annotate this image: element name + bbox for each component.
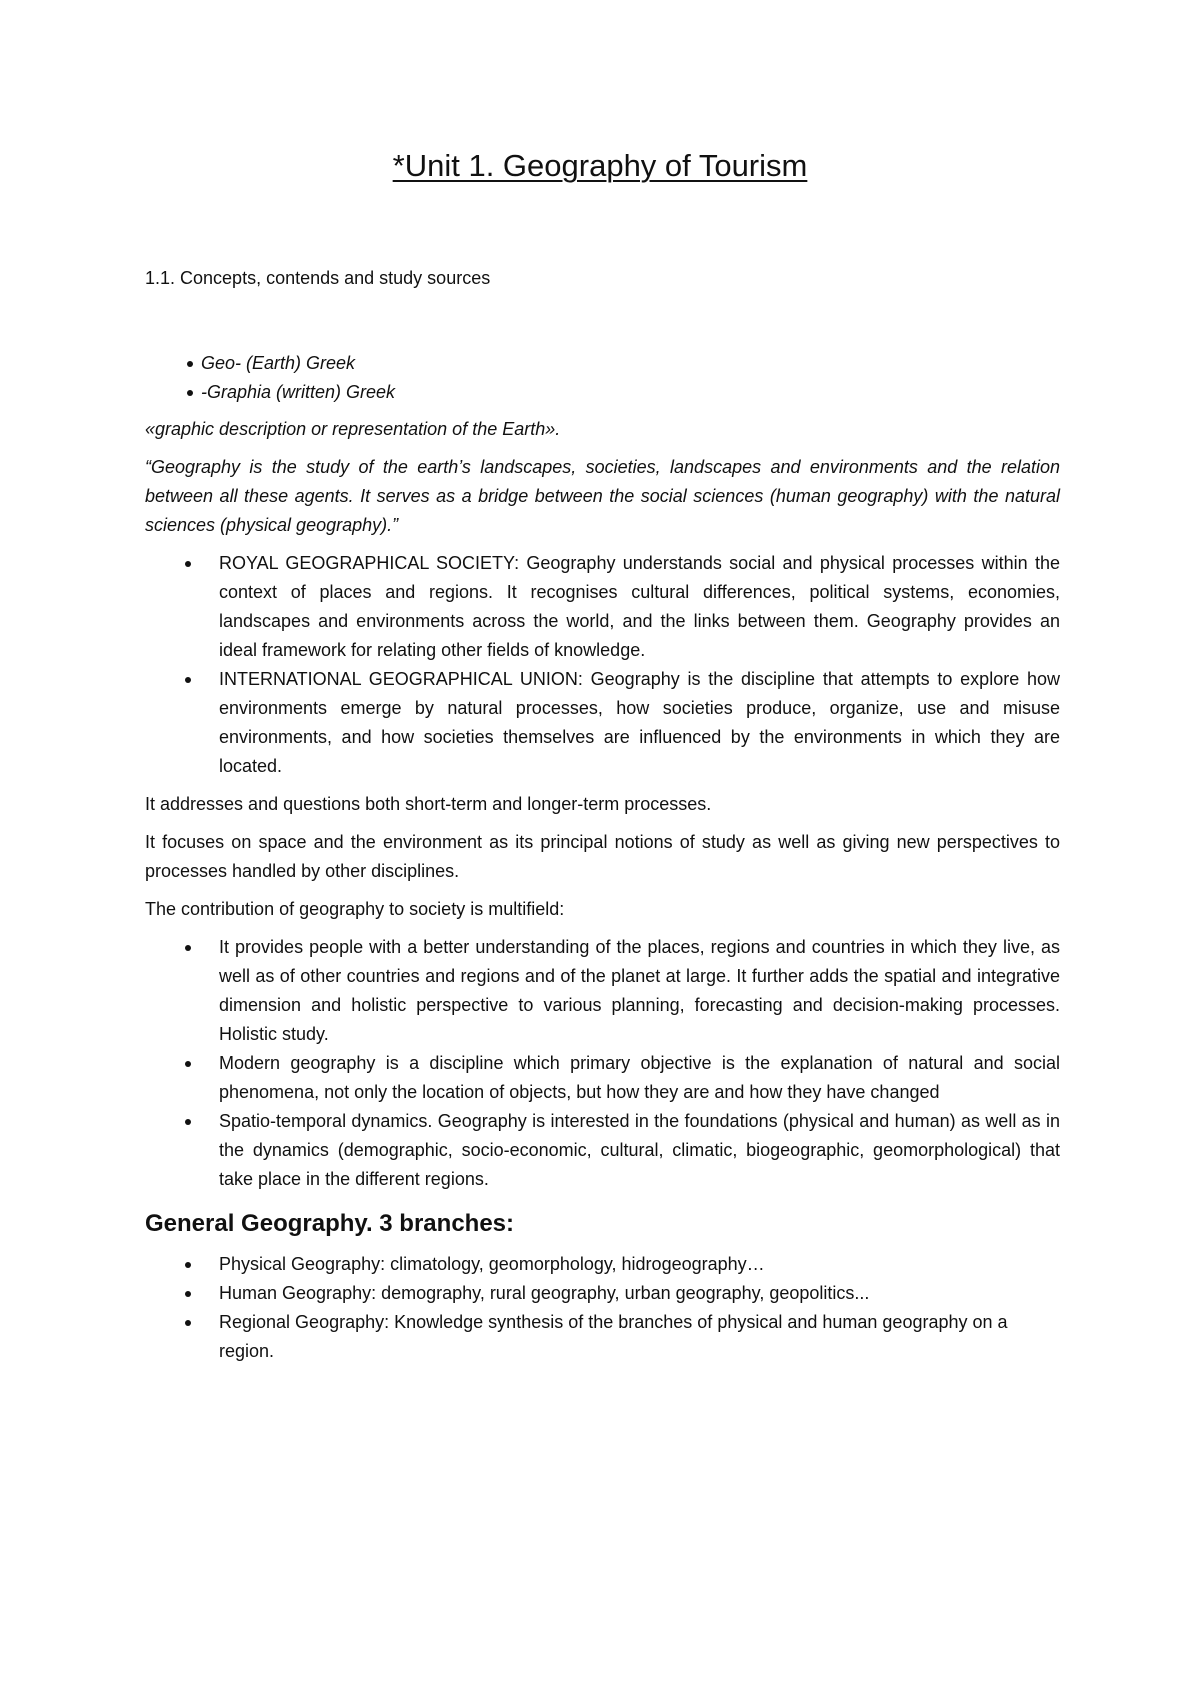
- contributions-list: [145, 933, 1060, 1194]
- paragraph-contribution: The contribution of geography to society is multifield:: [145, 899, 565, 919]
- definitions-list: [145, 549, 1060, 781]
- branches-heading: General Geography. 3 branches:: [145, 1210, 515, 1237]
- list-item: Modern geography is a discipline which primary objective is the explanation of natural and social phenomena, not only the location of objects, but how they are and how they have changed: [145, 1049, 1060, 1107]
- paragraph-focuses: It focuses on space and the environment as its principal notions of study as well as giving new perspectives to processes handled by other disciplines.: [145, 832, 1060, 881]
- list-item: -Graphia (written) Greek: [145, 378, 1060, 407]
- list-item: Geo- (Earth) Greek: [145, 349, 1060, 378]
- list-item: It provides people with a better understanding of the places, regions and countries in which they live, as well as of other countries and regions and of the planet at large. It further adds the spatial and integrative dimension and holistic perspective to various planning, forecasting and decision-making processes. Holistic study.: [145, 933, 1060, 1049]
- section-label: 1.1. Concepts, contends and study sources: [145, 268, 491, 288]
- etymology-list: [145, 349, 1060, 407]
- list-item: INTERNATIONAL GEOGRAPHICAL UNION: Geography is the discipline that attempts to explore how environments emerge by natural processes, how societies produce, organize, use and misuse environments, and how societies themselves are influenced by the environments in which they are located.: [145, 665, 1060, 781]
- list-item: Regional Geography: Knowledge synthesis of the branches of physical and human geography on a region.: [145, 1308, 1060, 1366]
- list-item: Human Geography: demography, rural geography, urban geography, geopolitics...: [145, 1279, 1060, 1308]
- paragraph-addresses: It addresses and questions both short-term and longer-term processes.: [145, 794, 712, 814]
- page-title: *Unit 1. Geography of Tourism: [392, 148, 808, 183]
- list-item: Spatio-temporal dynamics. Geography is interested in the foundations (physical and human) as well as in the dynamics (demographic, socio-economic, cultural, climatic, biogeographic, geomorphological) that take place in the different regions.: [145, 1107, 1060, 1194]
- list-item: Physical Geography: climatology, geomorphology, hidrogeography…: [145, 1250, 1060, 1279]
- long-quote: “Geography is the study of the earth’s landscapes, societies, landscapes and environments and the relation between all these agents. It serves as a bridge between the social sciences (human geography) with the natural sciences (physical geography).”: [145, 457, 1060, 535]
- branches-list: [145, 1250, 1060, 1366]
- list-item: ROYAL GEOGRAPHICAL SOCIETY: Geography understands social and physical processes within the context of places and regions. It recognises cultural differences, political systems, economies, landscapes and environments across the world, and the links between them. Geography provides an ideal framework for relating other fields of knowledge.: [145, 549, 1060, 665]
- document-body: [145, 264, 1060, 1366]
- definition-quote: «graphic description or representation of the Earth».: [145, 419, 561, 439]
